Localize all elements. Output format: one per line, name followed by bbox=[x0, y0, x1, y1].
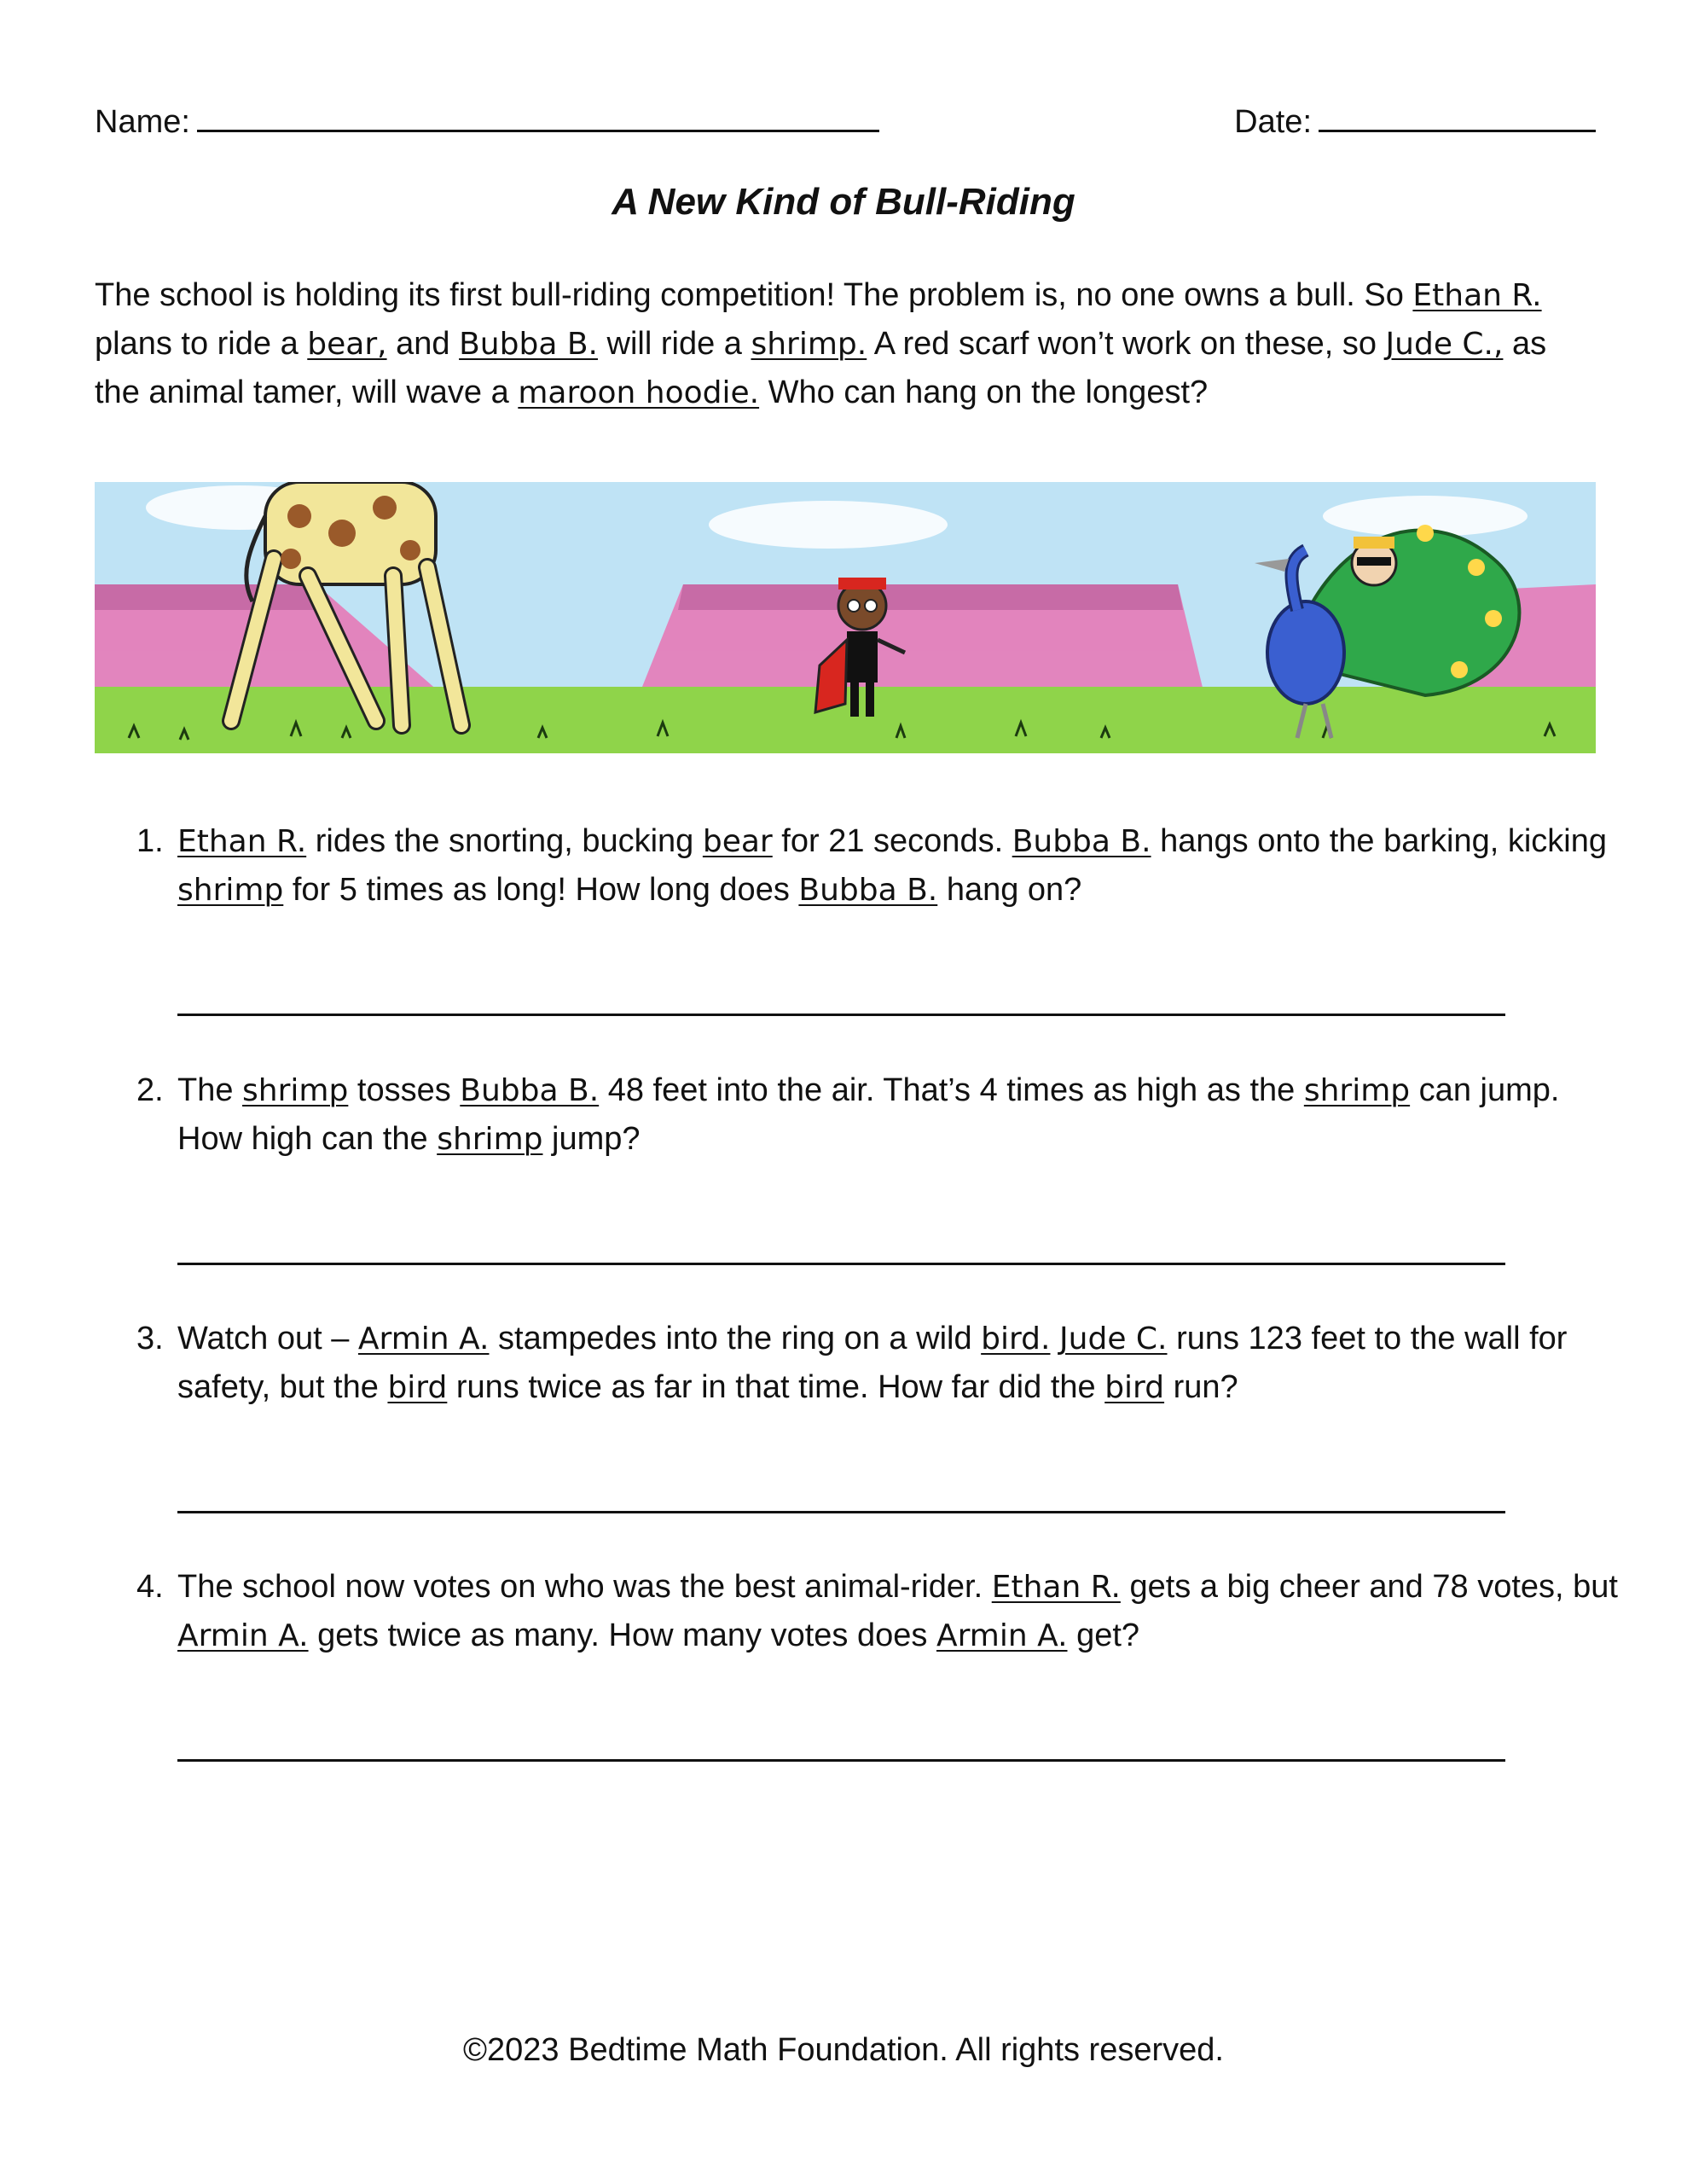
intro-keyword: shrimp. bbox=[751, 327, 867, 362]
date-label: Date: bbox=[1234, 104, 1312, 140]
intro-paragraph bbox=[95, 271, 1596, 417]
keyword: Bubba B. bbox=[1012, 824, 1151, 859]
keyword: bird bbox=[1104, 1370, 1165, 1405]
answer-line[interactable] bbox=[177, 1263, 1505, 1265]
date-field bbox=[1234, 104, 1596, 141]
question-text bbox=[177, 1315, 1627, 1412]
answer-line[interactable] bbox=[177, 1511, 1505, 1513]
intro-keyword: Bubba B. bbox=[459, 327, 598, 362]
intro-keyword: maroon hoodie. bbox=[518, 375, 760, 410]
text: tosses bbox=[348, 1072, 461, 1108]
text: rides the snorting, bucking bbox=[306, 823, 703, 859]
name-label: Name: bbox=[95, 104, 190, 140]
intro-text: A red scarf won’t work on these, so bbox=[867, 326, 1386, 362]
intro-text: will ride a bbox=[597, 326, 751, 362]
intro-text: The school is holding its first bull-riding competition! The problem is, no one owns a bull. So bbox=[95, 277, 1413, 313]
text: run? bbox=[1164, 1369, 1238, 1405]
keyword: Armin A. bbox=[936, 1618, 1068, 1653]
keyword: Ethan R. bbox=[991, 1570, 1121, 1605]
keyword: Ethan R. bbox=[177, 824, 307, 859]
date-blank-line[interactable] bbox=[1319, 104, 1596, 132]
text: jump? bbox=[542, 1121, 641, 1157]
keyword: Bubba B. bbox=[798, 873, 938, 908]
question-number: 4. bbox=[136, 1569, 164, 1605]
text: The bbox=[177, 1072, 243, 1108]
name-blank-line[interactable] bbox=[197, 104, 879, 132]
question-text bbox=[177, 1563, 1627, 1660]
keyword: Armin A. bbox=[357, 1321, 490, 1356]
keyword: bird. bbox=[981, 1321, 1051, 1356]
keyword: shrimp bbox=[242, 1073, 349, 1108]
keyword: shrimp bbox=[1303, 1073, 1411, 1108]
illustration-banner bbox=[95, 482, 1596, 753]
keyword: Armin A. bbox=[177, 1618, 309, 1653]
intro-text: as the animal tamer, will wave a bbox=[95, 326, 1547, 410]
text: Watch out – bbox=[177, 1321, 358, 1356]
question-text bbox=[177, 1066, 1627, 1164]
keyword: shrimp bbox=[177, 873, 284, 908]
intro-text: and bbox=[386, 326, 460, 362]
text bbox=[1050, 1321, 1059, 1356]
text: gets a big cheer and 78 votes, but bbox=[1120, 1569, 1618, 1605]
text: can jump. How high can the bbox=[177, 1072, 1560, 1157]
keyword: Jude C. bbox=[1059, 1321, 1168, 1356]
text: hangs onto the barking, kicking bbox=[1151, 823, 1608, 859]
text: get? bbox=[1067, 1618, 1140, 1653]
copyright-footer: ©2023 Bedtime Math Foundation. All rights reserved. bbox=[463, 2032, 1224, 2068]
intro-text: plans to ride a bbox=[95, 326, 308, 362]
text: runs 123 feet to the wall for safety, but the bbox=[177, 1321, 1568, 1405]
text: The school now votes on who was the best animal-rider. bbox=[177, 1569, 992, 1605]
arena-illustration bbox=[95, 482, 1596, 753]
header-row bbox=[95, 104, 1596, 155]
text: runs twice as far in that time. How far did the bbox=[447, 1369, 1105, 1405]
intro-keyword: Jude C., bbox=[1385, 327, 1504, 362]
intro-keyword: Ethan R. bbox=[1412, 278, 1542, 313]
name-field bbox=[95, 104, 879, 141]
question-number: 2. bbox=[136, 1072, 164, 1108]
question-text bbox=[177, 817, 1627, 915]
question-number: 3. bbox=[136, 1321, 164, 1356]
keyword: shrimp bbox=[437, 1122, 543, 1157]
text: 48 feet into the air. That’s 4 times as high as the bbox=[599, 1072, 1304, 1108]
text: gets twice as many. How many votes does bbox=[308, 1618, 936, 1653]
intro-text: Who can hang on the longest? bbox=[759, 375, 1209, 410]
page-title: A New Kind of Bull-Riding bbox=[612, 181, 1075, 223]
text: for 5 times as long! How long does bbox=[283, 872, 799, 908]
text: stampedes into the ring on a wild bbox=[489, 1321, 982, 1356]
answer-line[interactable] bbox=[177, 1759, 1505, 1762]
text: hang on? bbox=[937, 872, 1082, 908]
keyword: Bubba B. bbox=[460, 1073, 600, 1108]
keyword: bear bbox=[702, 824, 773, 859]
intro-keyword: bear, bbox=[307, 327, 387, 362]
cloud bbox=[709, 501, 948, 549]
text: for 21 seconds. bbox=[772, 823, 1012, 859]
answer-line[interactable] bbox=[177, 1014, 1505, 1016]
question-number: 1. bbox=[136, 823, 164, 859]
keyword: bird bbox=[387, 1370, 448, 1405]
